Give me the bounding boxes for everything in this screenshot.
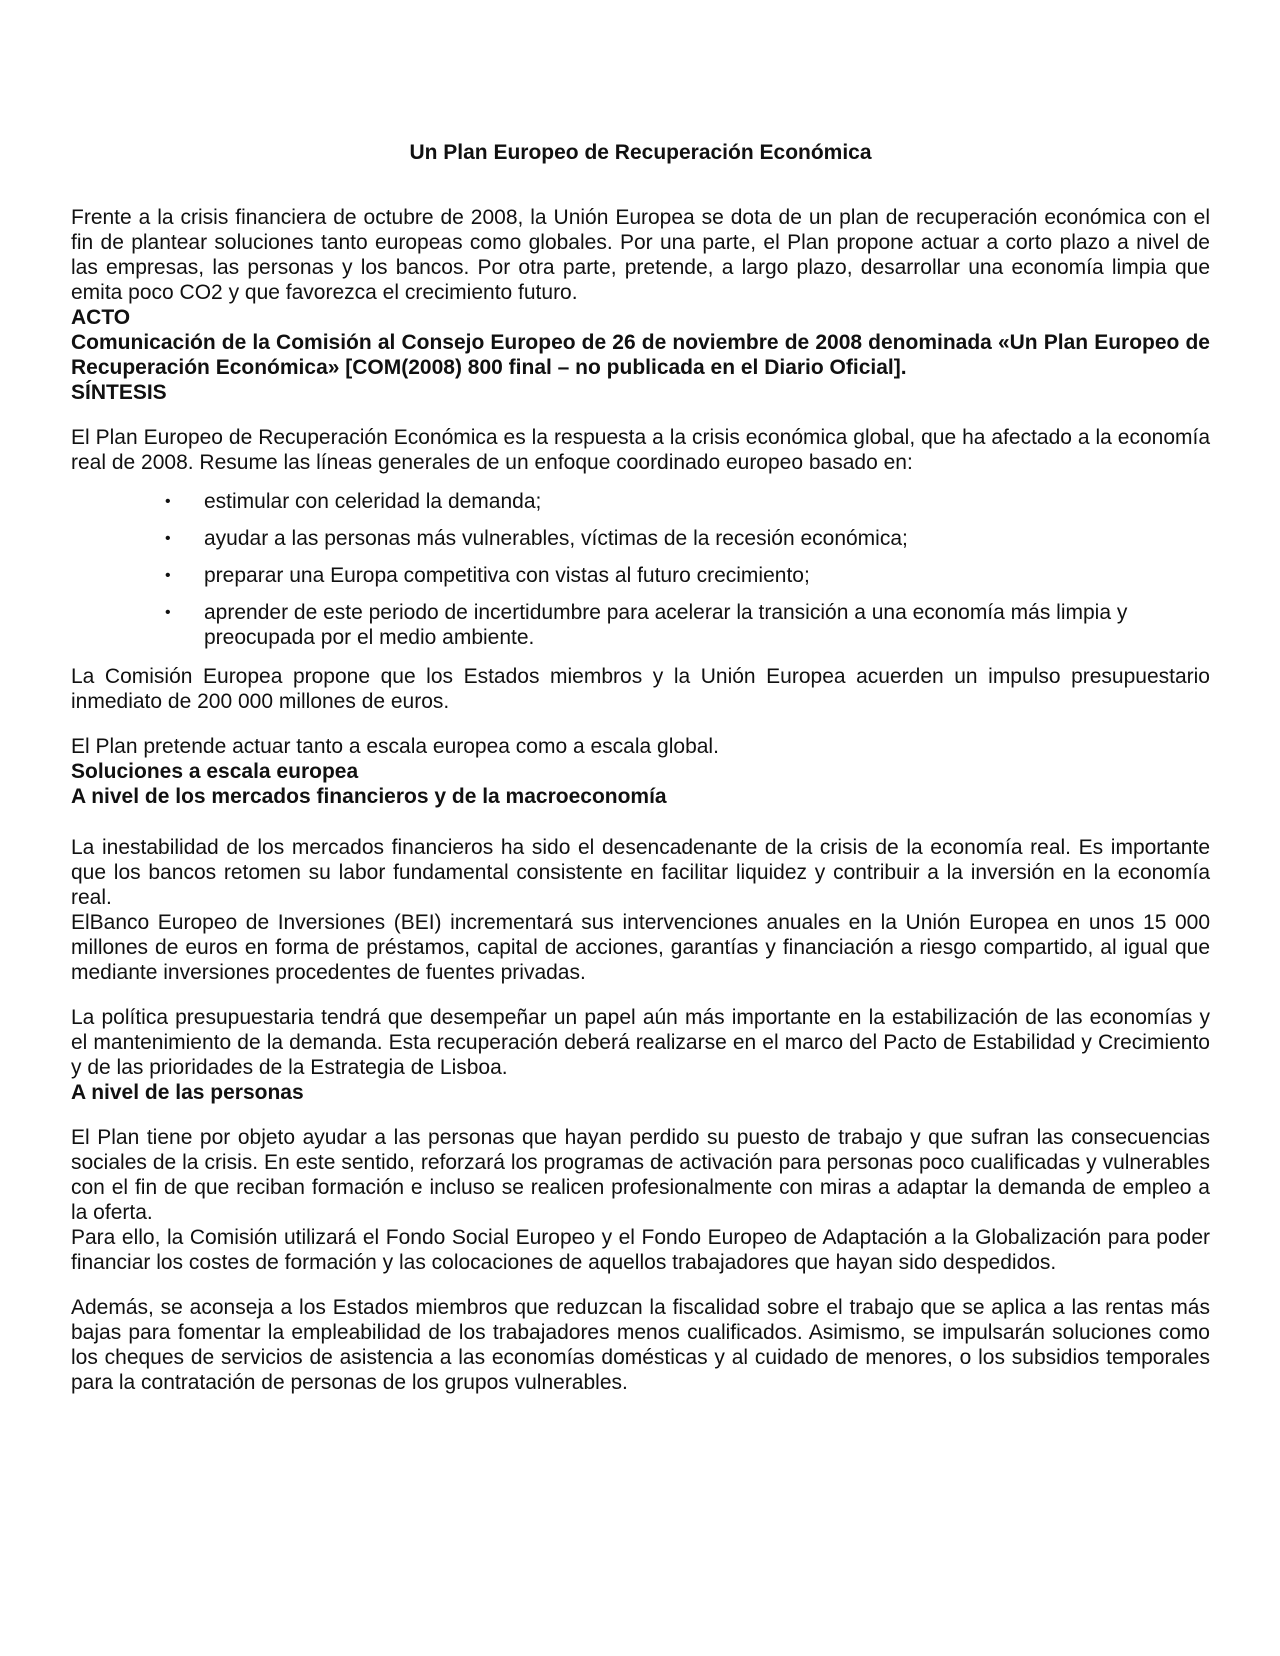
list-item [71,489,1210,514]
sintesis-heading: SÍNTESIS [71,381,167,404]
bullet-text: preparar una Europa competitiva con vistas al futuro crecimiento; [204,564,810,587]
soluciones-heading: Soluciones a escala europea [71,760,359,783]
bullet-icon: • [165,530,171,547]
mercados-heading: A nivel de los mercados financieros y de la macroeconomía [71,785,667,808]
bullet-text: ayudar a las personas más vulnerables, víctimas de la recesión económica; [204,527,908,550]
list-item [71,526,1210,551]
acto-heading: ACTO [71,306,131,329]
acto-text: Comunicación de la Comisión al Consejo Europeo de 26 de noviembre de 2008 denominada «Un Plan Europeo de Recuperación Económica» [COM(2008) 800 final – no publicada en el Diario Oficial]. [71,331,1210,379]
document-title: Un Plan Europeo de Recuperación Económica [409,141,872,164]
bullet-icon: • [165,493,171,510]
summary-bullet-list [71,489,1210,650]
mercados-paragraph-1: La inestabilidad de los mercados financieros ha sido el desencadenante de la crisis de la economía real. Es importante que los bancos retomen su labor fundamental consistente en facilitar liquidez y contribuir a la inversión en la economía real. [71,836,1210,909]
bullet-icon: • [165,604,171,621]
list-item [71,600,1210,650]
bullet-icon: • [165,567,171,584]
personas-heading: A nivel de las personas [71,1081,304,1104]
mercados-paragraph-2: ElBanco Europeo de Inversiones (BEI) incrementará sus intervenciones anuales en la Unión Europea en unos 15 000 millones de euros en forma de préstamos, capital de acciones, garantías y financiación a riesgo compartido, al igual que mediante inversiones procedentes de fuentes privadas. [71,911,1210,984]
personas-paragraph-1: El Plan tiene por objeto ayudar a las personas que hayan perdido su puesto de trabajo y que sufran las consecuencias sociales de la crisis. En este sentido, reforzará los programas de activación para personas poco cualificadas y vulnerables con el fin de que reciban formación e incluso se realicen profesionalmente con miras a adaptar la demanda de empleo a la oferta. [71,1126,1210,1224]
sintesis-paragraph: El Plan Europeo de Recuperación Económica es la respuesta a la crisis económica global, que ha afectado a la economía real de 2008. Resume las líneas generales de un enfoque coordinado europeo basado en: [71,426,1210,474]
intro-paragraph: Frente a la crisis financiera de octubre de 2008, la Unión Europea se dota de un plan de recuperación económica con el fin de plantear soluciones tanto europeas como globales. Por una parte, el Plan propone actuar a corto plazo a nivel de las empresas, las personas y los bancos. Por otra parte, pretende, a largo plazo, desarrollar una economía limpia que emita poco CO2 y que favorezca el crecimiento futuro. [71,206,1210,304]
personas-paragraph-2: Para ello, la Comisión utilizará el Fondo Social Europeo y el Fondo Europeo de Adaptación a la Globalización para poder financiar los costes de formación y las colocaciones de aquellos trabajadores que hayan sido despedidos. [71,1226,1210,1274]
bullet-text: estimular con celeridad la demanda; [204,490,542,513]
list-item [71,563,1210,588]
ademas-paragraph: Además, se aconseja a los Estados miembros que reduzcan la fiscalidad sobre el trabajo que se aplica a las rentas más bajas para fomentar la empleabilidad de los trabajadores menos cualificados. Asimismo, se impulsarán soluciones como los cheques de servicios de asistencia a las economías domésticas y al cuidado de menores, o los subsidios temporales para la contratación de personas de los grupos vulnerables. [71,1296,1210,1394]
impulso-paragraph: La Comisión Europea propone que los Estados miembros y la Unión Europea acuerden un impulso presupuestario inmediato de 200 000 millones de euros. [71,665,1210,713]
bullet-text: aprender de este periodo de incertidumbre para acelerar la transición a una economía más limpia y preocupada por el medio ambiente. [204,601,1128,649]
escala-paragraph: El Plan pretende actuar tanto a escala europea como a escala global. [71,735,719,758]
politica-paragraph: La política presupuestaria tendrá que desempeñar un papel aún más importante en la estabilización de las economías y el mantenimiento de la demanda. Esta recuperación deberá realizarse en el marco del Pacto de Estabilidad y Crecimiento y de las prioridades de la Estrategia de Lisboa. [71,1006,1210,1079]
document-page [71,140,1210,1395]
